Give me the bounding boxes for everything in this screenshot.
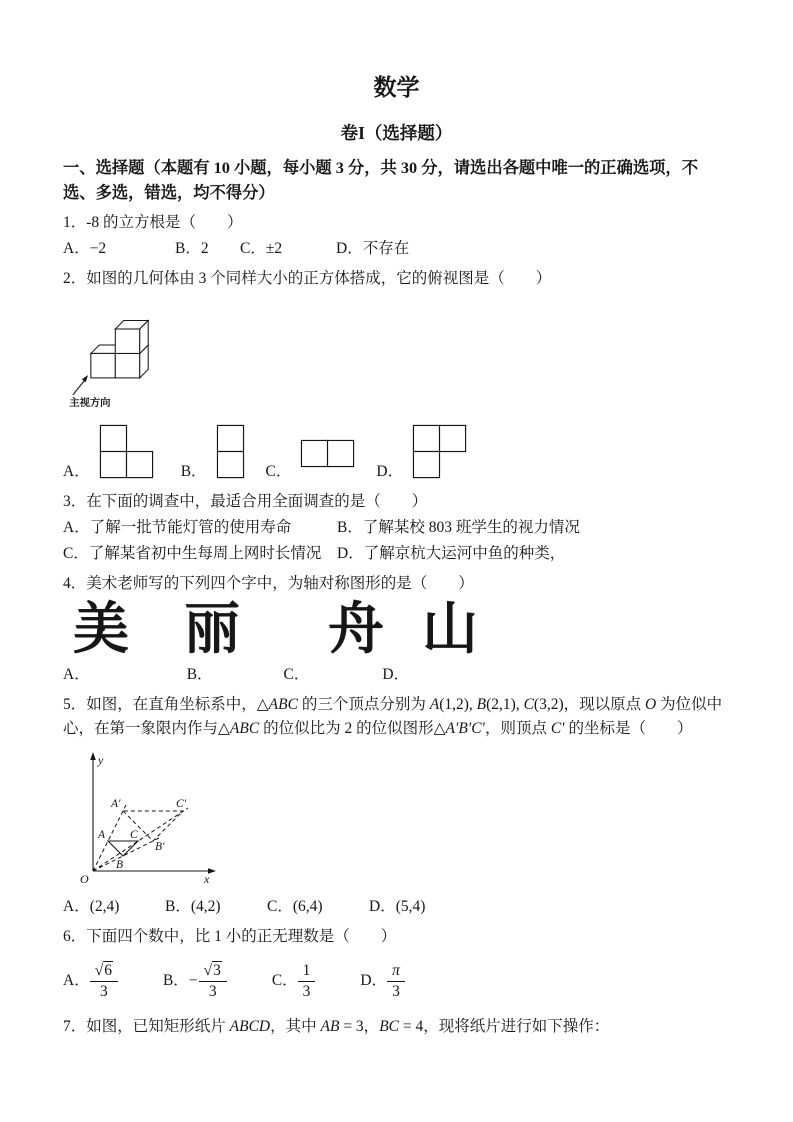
q6-option-b-fraction	[199, 961, 227, 1002]
similarity-ray-ob	[93, 838, 159, 871]
q4-option-a-label: A．	[63, 665, 90, 683]
q3-stem: 3．在下面的调查中，最适合用全面调查的是（ ）	[63, 493, 428, 511]
q7-stem-text: = 4，现将纸片进行如下操作：	[399, 1017, 610, 1035]
point-c1-label: C′	[176, 797, 187, 810]
q7-stem-text: ，其中	[270, 1017, 321, 1035]
q2-option-a-label: A．	[63, 462, 90, 480]
radical-sign: √	[94, 961, 104, 979]
q5-option-c: C．(6,4)	[267, 897, 323, 915]
q1-options	[63, 237, 730, 261]
point-b-label: B	[116, 858, 124, 871]
q4-option-c-label: C．	[283, 665, 310, 683]
q2-option-b-figure	[216, 424, 245, 480]
q3-options-line2	[63, 542, 730, 566]
q4-character-4: 山	[422, 599, 478, 662]
fraction-numerator: 1	[298, 961, 316, 982]
q3-option-a: A．了解一批节能灯管的使用寿命	[63, 519, 292, 537]
radicand: 6	[104, 961, 112, 979]
q5-stem-text: 为位似中心，在第一象限内作与△	[63, 695, 723, 737]
q2-option-d	[376, 424, 468, 480]
q4-stem: 4．美术老师写的下列四个字中，为轴对称图形的是（ ）	[63, 575, 474, 593]
q4-calligraphy-row	[63, 600, 730, 660]
q5-stem-math: ABC	[229, 719, 260, 737]
q6-option-a-fraction	[90, 961, 118, 1002]
paper-section-title: 卷I（选择题）	[340, 122, 453, 143]
q5-stem-math: ABC	[268, 695, 298, 713]
fraction-numerator	[199, 961, 227, 982]
q7-stem-text: = 3，	[339, 1017, 380, 1035]
q4-option-b-label: B．	[186, 665, 213, 683]
radicand: 3	[213, 961, 221, 979]
y-axis-label: y	[98, 752, 104, 767]
q5-stem-text: (1,2),	[439, 695, 477, 713]
triangle-abc	[108, 841, 138, 856]
q5-option-b: B．(4,2)	[165, 897, 221, 915]
q5-options	[63, 895, 730, 919]
q5-option-d: D．(5,4)	[369, 897, 426, 915]
view-direction-arrowhead	[82, 375, 88, 382]
q7-stem	[63, 1015, 730, 1039]
q1-option-d: D．不存在	[336, 240, 410, 258]
fraction-denominator: 3	[208, 982, 217, 1000]
q5-stem-math: A	[429, 695, 440, 713]
q6-option-a	[63, 961, 118, 1002]
q5-stem-text: ，则顶点	[484, 719, 551, 737]
q3-option-b: B．了解某校 803 班学生的视力情况	[337, 519, 580, 537]
q5-stem-math: B	[476, 695, 487, 713]
fraction-numerator: π	[387, 961, 405, 982]
q6-option-c-fraction	[298, 961, 316, 1002]
q5-stem-math: C	[523, 695, 534, 713]
q6-option-c	[272, 961, 316, 1002]
similarity-ray-oc	[93, 808, 188, 871]
q7-stem-math: ABCD	[229, 1017, 271, 1035]
q7-stem-math: AB	[320, 1017, 340, 1035]
q2-solid-figure	[67, 297, 173, 408]
q4-character-2: 丽	[184, 599, 240, 662]
q7-stem-math: BC	[379, 1017, 399, 1035]
q7-stem-text: 7．如图，已知矩形纸片	[63, 1017, 230, 1035]
fraction-denominator: 3	[392, 982, 400, 1000]
q5-stem-text: 的坐标是（ ）	[564, 719, 693, 737]
q2-options	[63, 424, 730, 480]
q5-stem-text: (2,1),	[486, 695, 524, 713]
q2-option-b	[181, 424, 245, 480]
view-direction-arrow	[73, 381, 84, 395]
cube-front-face	[115, 354, 139, 378]
q5-coordinate-figure	[71, 749, 223, 885]
radical-sign: √	[203, 961, 213, 979]
q5-stem-text: 的三个顶点分别为	[297, 695, 430, 713]
q6-option-d-label: D．	[360, 971, 388, 989]
q5-stem-text: 5．如图，在直角坐标系中，△	[63, 695, 269, 713]
q1-option-c: C．±2	[240, 240, 283, 258]
q1-stem: 1．-8 的立方根是（ ）	[63, 214, 243, 232]
q3-option-d: D．了解京杭大运河中鱼的种类，	[337, 545, 566, 563]
x-axis-label: x	[204, 871, 210, 885]
cube-front-face	[91, 354, 115, 378]
q2-option-b-label: B．	[180, 462, 207, 480]
point-a-label: A	[98, 828, 106, 841]
q6-option-d	[360, 961, 404, 1002]
q4-character-3: 舟	[328, 599, 384, 662]
q2-option-d-label: D．	[376, 462, 404, 480]
fraction-numerator	[90, 961, 118, 982]
cube-front-face	[115, 329, 139, 353]
q2-option-d-figure	[412, 424, 468, 480]
q2-figure-caption: 主视方向	[69, 398, 111, 409]
y-axis-arrowhead	[90, 752, 96, 760]
q5-stem-math: A′B′C′	[445, 719, 485, 737]
q4-character-1: 美	[73, 599, 129, 662]
q4-option-d-label: D．	[382, 665, 410, 683]
point-a1-label: A′	[111, 797, 121, 810]
q6-option-b	[163, 961, 227, 1002]
origin-label: O	[80, 871, 89, 885]
q2-option-c-label: C．	[265, 462, 292, 480]
q3-options-line1	[63, 516, 730, 540]
q6-stem: 6．下面四个数中，比 1 小的正无理数是（ ）	[63, 927, 397, 945]
point-c-label: C	[130, 828, 138, 841]
minus-sign: −	[188, 971, 198, 989]
q5-stem	[63, 693, 730, 741]
q6-option-c-label: C．	[271, 971, 298, 989]
section-instructions: 一、选择题（本题有 10 小题，每小题 3 分，共 30 分，请选出各题中唯一的正确选项，不选、多选，错选，均不得分）	[63, 157, 698, 203]
q5-option-a: A．(2,4)	[63, 897, 120, 915]
q2-option-c-figure	[300, 439, 356, 468]
q4-options	[63, 663, 730, 687]
q5-stem-math: C′	[550, 719, 565, 737]
q5-stem-math: O	[644, 695, 657, 713]
q1-option-a: A．−2	[63, 240, 107, 258]
fraction-denominator: 3	[99, 982, 108, 1000]
q2-option-a-figure	[99, 424, 155, 480]
q6-option-d-fraction	[387, 961, 405, 1002]
q5-stem-text: (3,2)，现以原点	[533, 695, 645, 713]
q6-option-b-label: B．	[162, 971, 189, 989]
page-title: 数学	[373, 75, 420, 100]
fraction-denominator: 3	[302, 982, 311, 1000]
q5-stem-text: 的位似比为 2 的位似图形△	[259, 719, 446, 737]
q6-options	[63, 957, 730, 1005]
q2-option-a	[63, 424, 155, 480]
q3-option-c: C．了解某省初中生每周上网时长情况	[63, 545, 322, 563]
q1-option-b: B．2	[175, 240, 209, 258]
point-b1-label: B′	[155, 840, 165, 853]
q6-option-a-label: A．	[63, 971, 90, 989]
q2-stem: 2．如图的几何体由 3 个同样大小的正方体搭成，它的俯视图是（ ）	[63, 270, 552, 288]
q2-option-c	[266, 439, 357, 480]
